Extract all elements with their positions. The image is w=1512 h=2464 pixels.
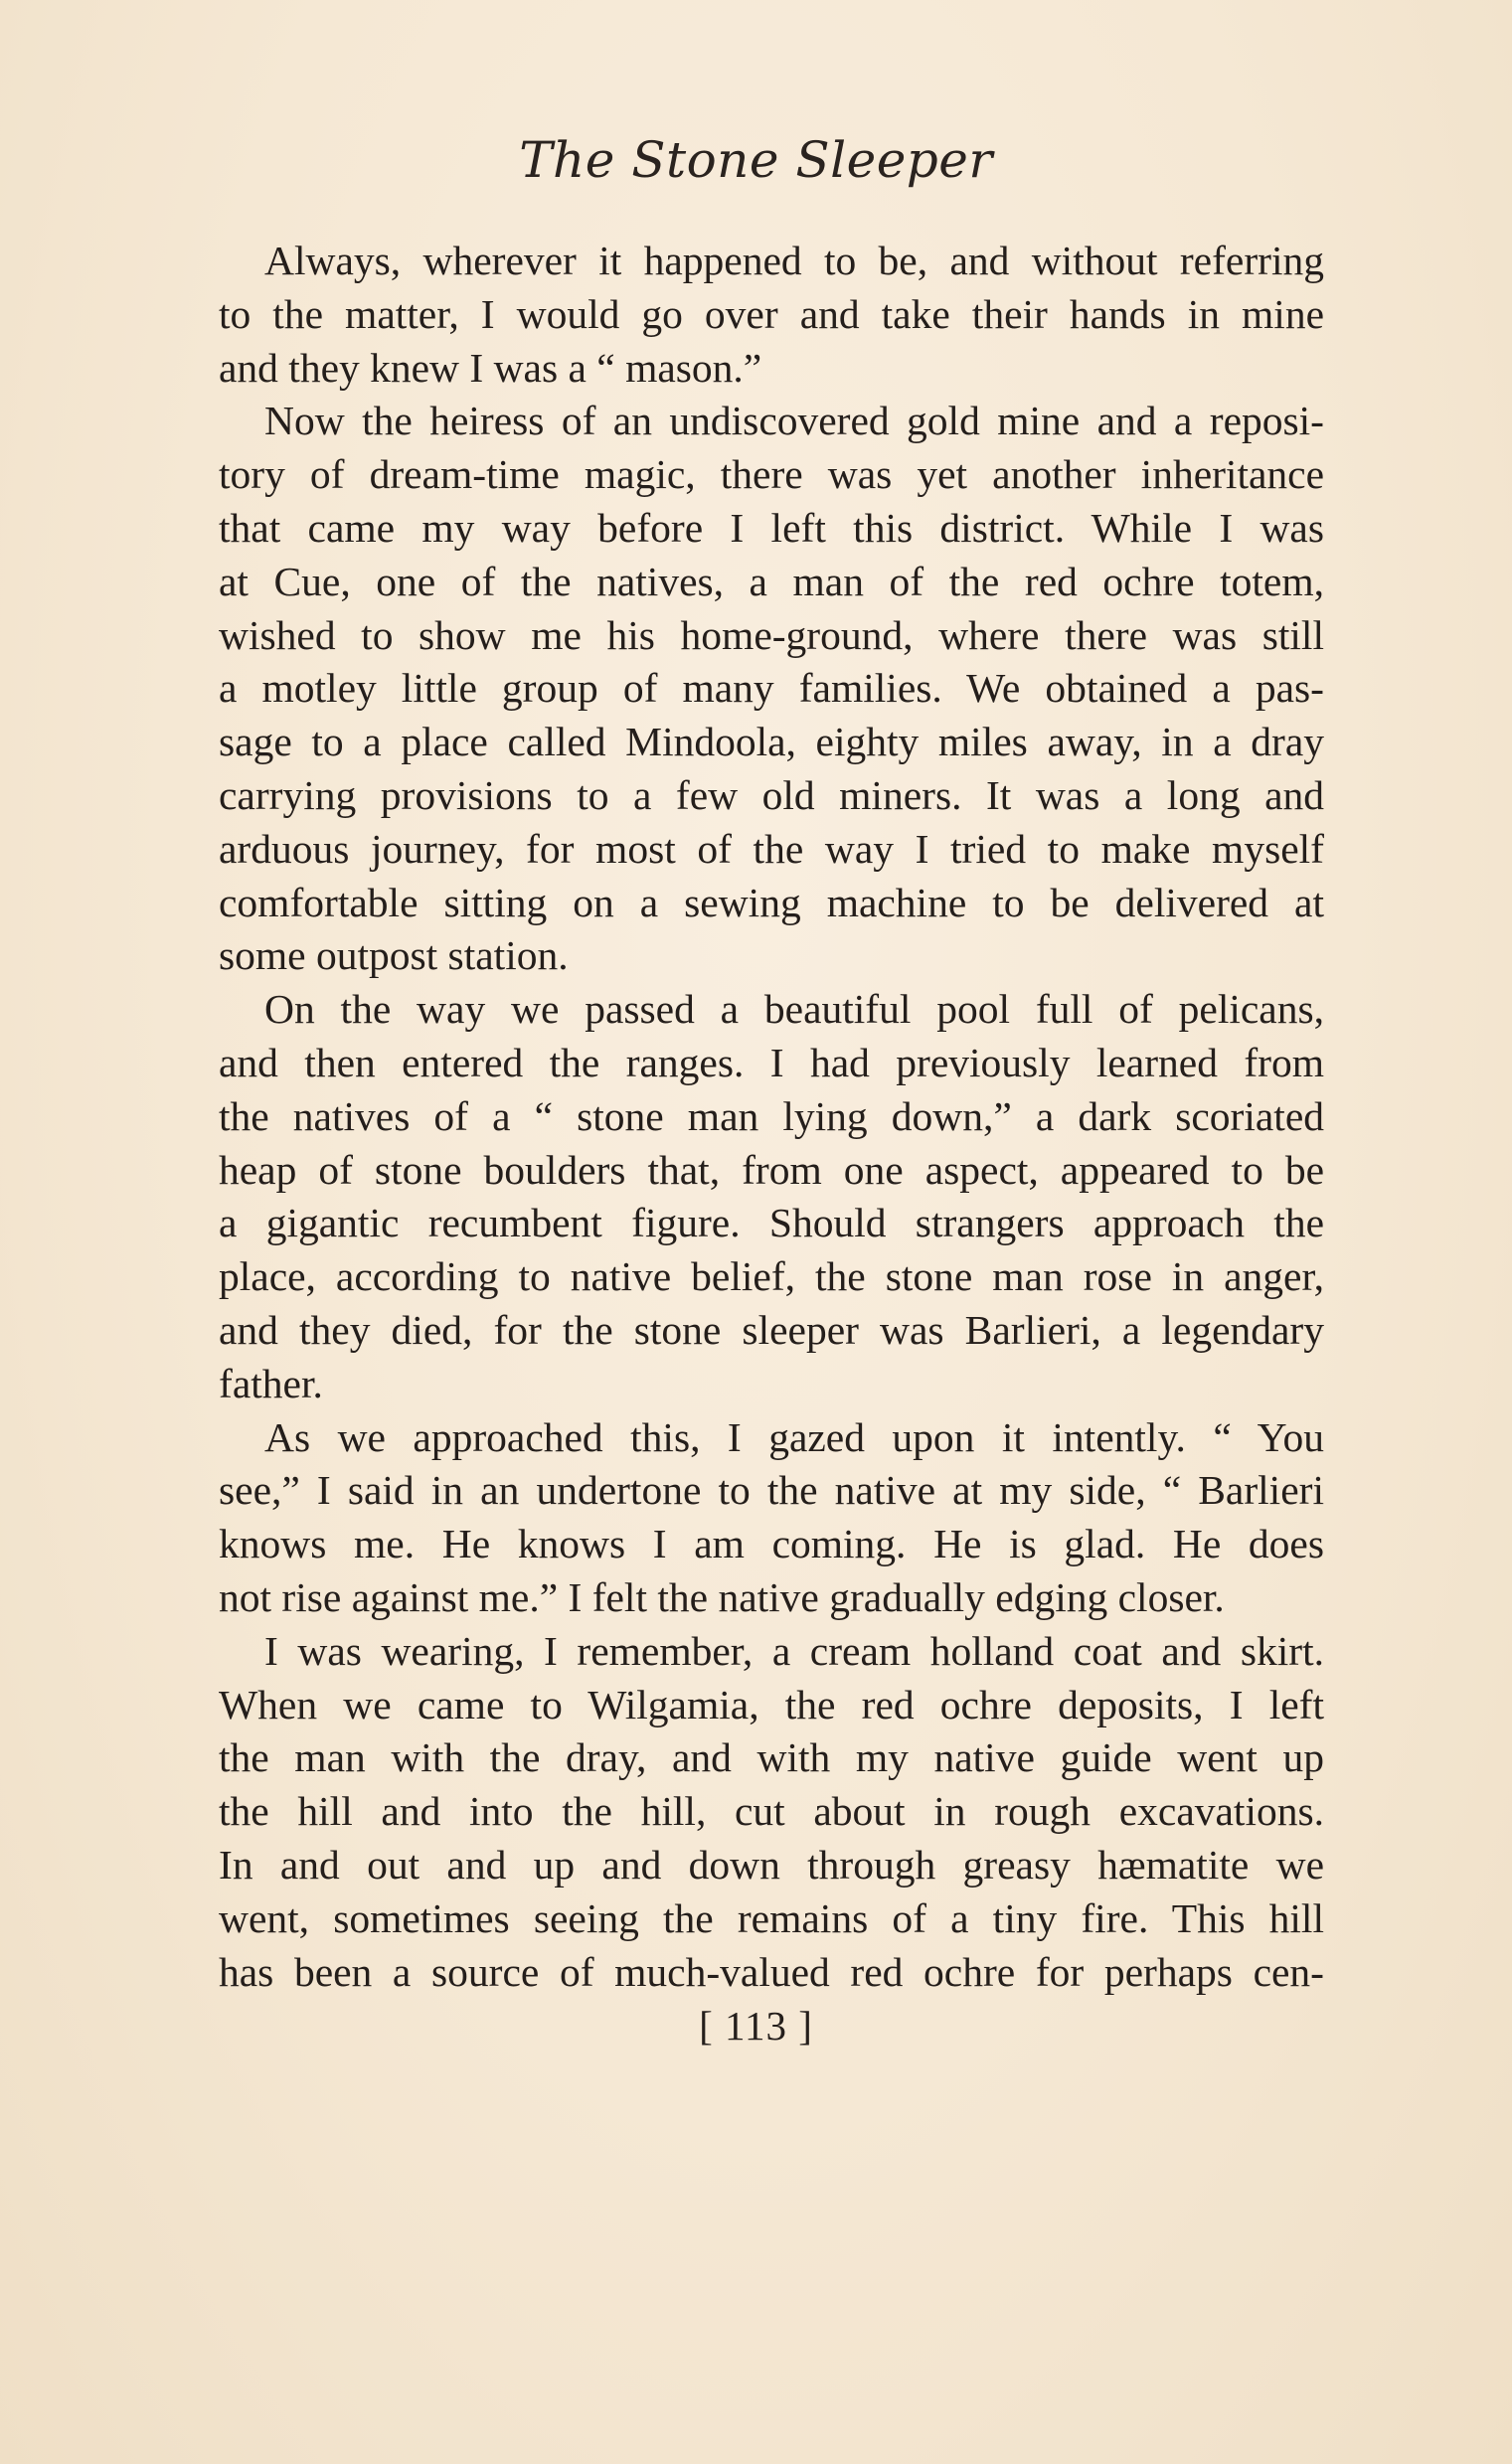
paragraph-4 [173,1411,1324,1625]
text-line: wished to show me his home-ground, where there was still [219,611,1324,658]
text-line: and they knew I was a “ mason.” [219,344,762,391]
text-line: a motley little group of many families. We obtained a pas- [219,665,1324,712]
text-line: heap of stone boulders that, from one aspect, appeared to be [219,1146,1324,1193]
text-line: On the way we passed a beautiful pool full of pelicans, [264,986,1324,1033]
text-line: and then entered the ranges. I had previously learned from [219,1039,1324,1085]
running-head: The Stone Sleeper [519,131,993,189]
text-line: tory of dream-time magic, there was yet another inheritance [219,451,1324,498]
text-line: that came my way before I left this district. While I was [219,504,1324,551]
text-line: the natives of a “ stone man lying down,” a dark scoriated [219,1092,1324,1139]
text-line: has been a source of much-valued red ochre for perhaps cen- [219,1948,1324,1995]
paragraph-3 [173,983,1324,1410]
text-line: sage to a place called Mindoola, eighty miles away, in a dray [219,719,1324,765]
text-line: As we approached this, I gazed upon it intently. “ You [264,1413,1324,1460]
text-line: In and out and up and down through greasy hæmatite we [219,1841,1324,1888]
text-line: to the matter, I would go over and take their hands in mine [219,290,1324,337]
text-line: Always, wherever it happened to be, and without referring [264,238,1324,283]
text-line: father. [219,1360,323,1406]
text-line: at Cue, one of the natives, a man of the red ochre totem, [219,558,1324,604]
text-line: went, sometimes seeing the remains of a tiny fire. This hill [219,1894,1324,1941]
text-line: the hill and into the hill, cut about in rough excavations. [219,1788,1324,1835]
text-line: Now the heiress of an undiscovered gold mine and a reposi- [264,398,1324,444]
text-line: the man with the dray, and with my native guide went up [219,1734,1324,1781]
body-text [173,235,1324,1999]
paragraph-5 [173,1625,1324,2000]
text-line: not rise against me.” I felt the native gradually edging closer. [219,1573,1225,1620]
text-line: some outpost station. [219,932,569,979]
text-line: comfortable sitting on a sewing machine to be delivered at [219,879,1324,925]
text-line: see,” I said in an undertone to the native at my side, “ Barlieri [219,1467,1324,1514]
paragraph-1 [173,235,1324,395]
paragraph-2 [173,395,1324,983]
text-line: When we came to Wilgamia, the red ochre deposits, I left [219,1681,1324,1727]
text-line: and they died, for the stone sleeper was Barlieri, a legendary [219,1306,1324,1353]
text-line: a gigantic recumbent figure. Should strangers approach the [219,1200,1324,1246]
text-line: carrying provisions to a few old miners. It was a long and [219,771,1324,818]
text-line: knows me. He knows I am coming. He is glad. He does [219,1521,1324,1567]
text-line: I was wearing, I remember, a cream holland coat and skirt. [264,1627,1324,1674]
text-line: arduous journey, for most of the way I tried to make myself [219,825,1324,872]
page-number: [ 113 ] [699,2003,813,2049]
text-line: place, according to native belief, the stone man rose in anger, [219,1253,1324,1300]
